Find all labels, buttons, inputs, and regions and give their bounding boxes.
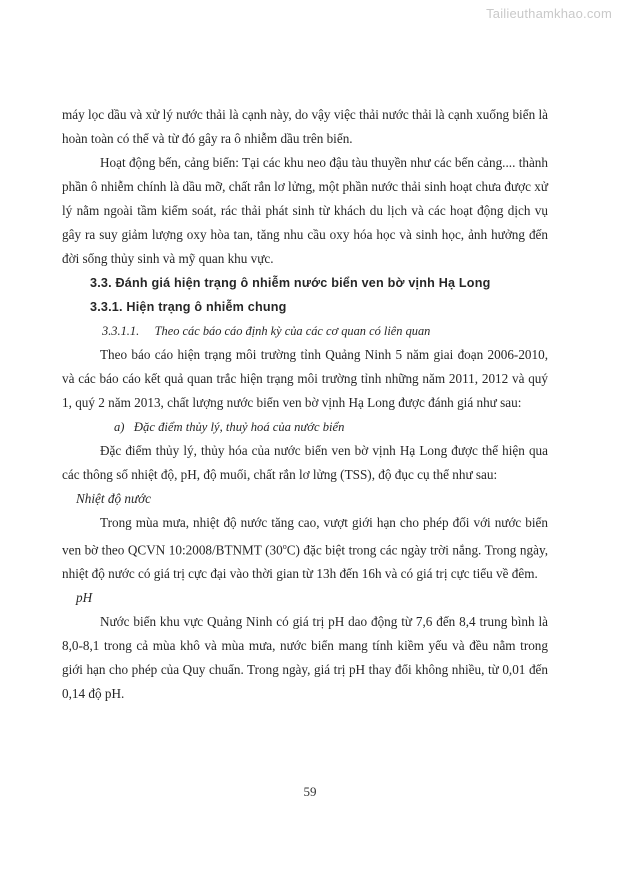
label-ph: pH [76, 590, 93, 606]
label-water-temperature: Nhiệt độ nước [76, 491, 152, 506]
paragraph-ph: Nước biển khu vực Quảng Ninh có giá trị pH dao động từ 7,6 đến 8,4 trung bình là 8,0-8,1 trong cả mùa khô và mùa mưa, nước biển mang tính kiềm yếu và đều nằm trong giới hạn cho phép của Quy chuẩn. Trong ngày, giá trị pH thay đổi không nhiều, từ 0,01 đến 0,14 độ pH. [62, 614, 548, 702]
list-item-a-heading: a) Đặc điểm thủy lý, thuỷ hoá của nước biển [114, 420, 345, 434]
paragraph-report-overview: Theo báo cáo hiện trạng môi trường tỉnh Quảng Ninh 5 năm giai đoạn 2006-2010, và các báo cáo kết quả quan trắc hiện trạng môi trường tỉnh những năm 2011, 2012 và quý 1, quý 2 năm 2013, chất lượng nước biển ven bờ vịnh Hạ Long được đánh giá như sau: [62, 347, 548, 410]
section-heading-3-3-1: 3.3.1. Hiện trạng ô nhiễm chung [90, 300, 287, 314]
page-number: 59 [303, 784, 317, 799]
document-body [62, 103, 548, 706]
degree-symbol: o [282, 542, 287, 551]
paragraph-port-activity: Hoạt động bến, cảng biển: Tại các khu neo đậu tàu thuyền như các bến cảng.... thành phần ô nhiễm chính là dầu mỡ, chất rắn lơ lửng, một phần nước thải sinh hoạt chưa được xử lý nằm ngoài tầm kiểm soát, rác thải phát sinh từ khách du lịch và các hoạt động dịch vụ gây ra suy giảm lượng oxy hòa tan, tăng nhu cầu oxy hóa học và sinh học, ảnh hưởng đến đời sống thủy sinh và mỹ quan khu vực. [62, 155, 548, 266]
paragraph-oil-discharge: máy lọc dầu và xử lý nước thải là cạnh này, do vậy việc thải nước thải là cạnh xuống biển là hoàn toàn có thể và từ đó gây ra ô nhiễm dầu trên biển. [62, 107, 548, 146]
paragraph-physicochemical: Đặc điểm thủy lý, thủy hóa của nước biển ven bờ vịnh Hạ Long được thể hiện qua các thông số nhiệt độ, pH, độ muối, chất rắn lơ lửng (TSS), độ đục cụ thể như sau: [62, 443, 548, 482]
section-heading-3-3-1-1: 3.3.1.1. Theo các báo cáo định kỳ của các cơ quan có liên quan [102, 324, 431, 338]
paragraph-temperature [62, 511, 548, 586]
temperature-text-start: Trong mùa mưa, nhiệt độ nước tăng cao, vượt giới hạn cho phép đối với nước biển ven bờ theo QCVN 10:2008/BTNMT (30 [62, 515, 548, 558]
watermark-text: Tailieuthamkhao.com [486, 6, 612, 21]
temperature-text-end: C) đặc biệt trong các ngày trời nắng. Trong ngày, nhiệt độ nước có giá trị cực đại vào thời gian từ 13h đến 16h và có giá trị cực tiểu về đêm. [62, 542, 548, 582]
section-heading-3-3: 3.3. Đánh giá hiện trạng ô nhiễm nước biển ven bờ vịnh Hạ Long [90, 276, 491, 290]
